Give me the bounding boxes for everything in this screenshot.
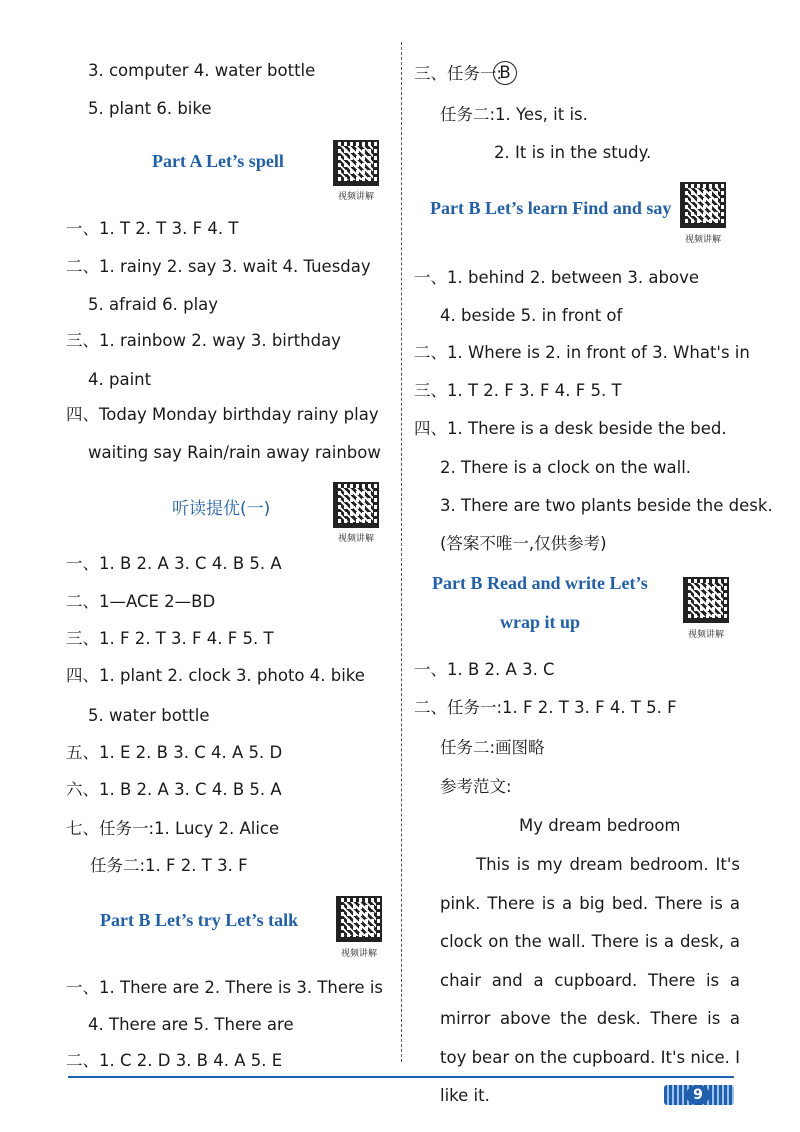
page-badge	[664, 1085, 734, 1105]
answer-line: 三、1. F 2. T 3. F 4. F 5. T	[66, 629, 274, 648]
qr-caption: 视频讲解	[338, 192, 375, 202]
section-heading-learn: Part B Let’s learn Find and say	[430, 198, 672, 218]
answer-line: 5. afraid 6. play	[88, 295, 219, 314]
section-heading-read-write: Part B Read and write Let’s	[432, 573, 648, 593]
answer-line: 一、1. There are 2. There is 3. There is	[66, 978, 384, 997]
answer-line: 4. beside 5. in front of	[440, 306, 623, 325]
answer-line: 任务二:画图略	[440, 738, 545, 757]
circled-letter: B	[493, 61, 517, 85]
qr-caption: 视频讲解	[338, 534, 375, 544]
answer-line: 5. plant 6. bike	[88, 99, 212, 118]
answer-line: 三、1. rainbow 2. way 3. birthday	[66, 331, 341, 350]
answer-line: 参考范文:	[440, 777, 512, 796]
answer-line: 2. It is in the study.	[494, 143, 652, 162]
answer-line: 任务二:1. F 2. T 3. F	[90, 856, 248, 875]
answer-line: 任务二:1. Yes, it is.	[440, 105, 588, 124]
answer-line: 四、1. There is a desk beside the bed.	[414, 419, 727, 438]
qr-caption: 视频讲解	[688, 630, 725, 640]
answer-line: waiting say Rain/rain away rainbow	[88, 443, 381, 462]
section-heading-spell: Part A Let’s spell	[152, 151, 284, 171]
answer-line: 3. There are two plants beside the desk.	[440, 496, 773, 515]
answer-line: 三、任务一:	[414, 64, 503, 83]
qr-code-icon[interactable]	[333, 140, 379, 186]
column-divider	[401, 42, 402, 1062]
qr-code-icon[interactable]	[683, 577, 729, 623]
answer-line: 一、1. T 2. T 3. F 4. T	[66, 219, 239, 238]
answer-line: 六、1. B 2. A 3. C 4. B 5. A	[66, 780, 282, 799]
answer-line: 5. water bottle	[88, 706, 210, 725]
section-heading-listen: 听读提优(一)	[172, 499, 271, 519]
note-line: (答案不唯一,仅供参考)	[440, 534, 607, 553]
qr-code-icon[interactable]	[333, 482, 379, 528]
qr-caption: 视频讲解	[341, 949, 378, 959]
answer-line: 3. computer 4. water bottle	[88, 61, 316, 80]
answer-line: 七、任务一:1. Lucy 2. Alice	[66, 819, 280, 838]
section-heading-wrap-up: wrap it up	[500, 612, 581, 632]
circled-answer	[493, 61, 517, 85]
essay-body: This is my dream bedroom. It's pink. There is a big bed. There is a clock on the wall. There is a desk, a chair and a cupboard. There is a mirror above the desk. There is a toy bear on the cupboard. It's nice. I like it.	[440, 855, 740, 1105]
answer-line: 四、1. plant 2. clock 3. photo 4. bike	[66, 666, 365, 685]
answer-line: 二、1. Where is 2. in front of 3. What's in	[414, 343, 750, 362]
answer-line: 五、1. E 2. B 3. C 4. A 5. D	[66, 743, 283, 762]
answer-line: 2. There is a clock on the wall.	[440, 458, 692, 477]
answer-line: 四、Today Monday birthday rainy play	[66, 405, 379, 424]
answer-line: 二、1—ACE 2—BD	[66, 592, 216, 611]
qr-caption: 视频讲解	[685, 235, 722, 245]
essay-title: My dream bedroom	[519, 816, 681, 835]
answer-line: 4. paint	[88, 370, 152, 389]
page-number: 9	[686, 1085, 710, 1105]
answer-line: 二、1. rainy 2. say 3. wait 4. Tuesday	[66, 257, 371, 276]
qr-code-icon[interactable]	[680, 182, 726, 228]
answer-line: 一、1. B 2. A 3. C 4. B 5. A	[66, 554, 282, 573]
answer-line: 4. There are 5. There are	[88, 1015, 294, 1034]
answer-line: 一、1. B 2. A 3. C	[414, 660, 555, 679]
footer-rule	[68, 1076, 734, 1078]
answer-line: 一、1. behind 2. between 3. above	[414, 268, 699, 287]
answer-line: 三、1. T 2. F 3. F 4. F 5. T	[414, 381, 622, 400]
qr-code-icon[interactable]	[336, 896, 382, 942]
answer-line: 二、任务一:1. F 2. T 3. F 4. T 5. F	[414, 698, 677, 717]
answer-line: 二、1. C 2. D 3. B 4. A 5. E	[66, 1051, 283, 1070]
section-heading-try-talk: Part B Let’s try Let’s talk	[100, 910, 299, 930]
